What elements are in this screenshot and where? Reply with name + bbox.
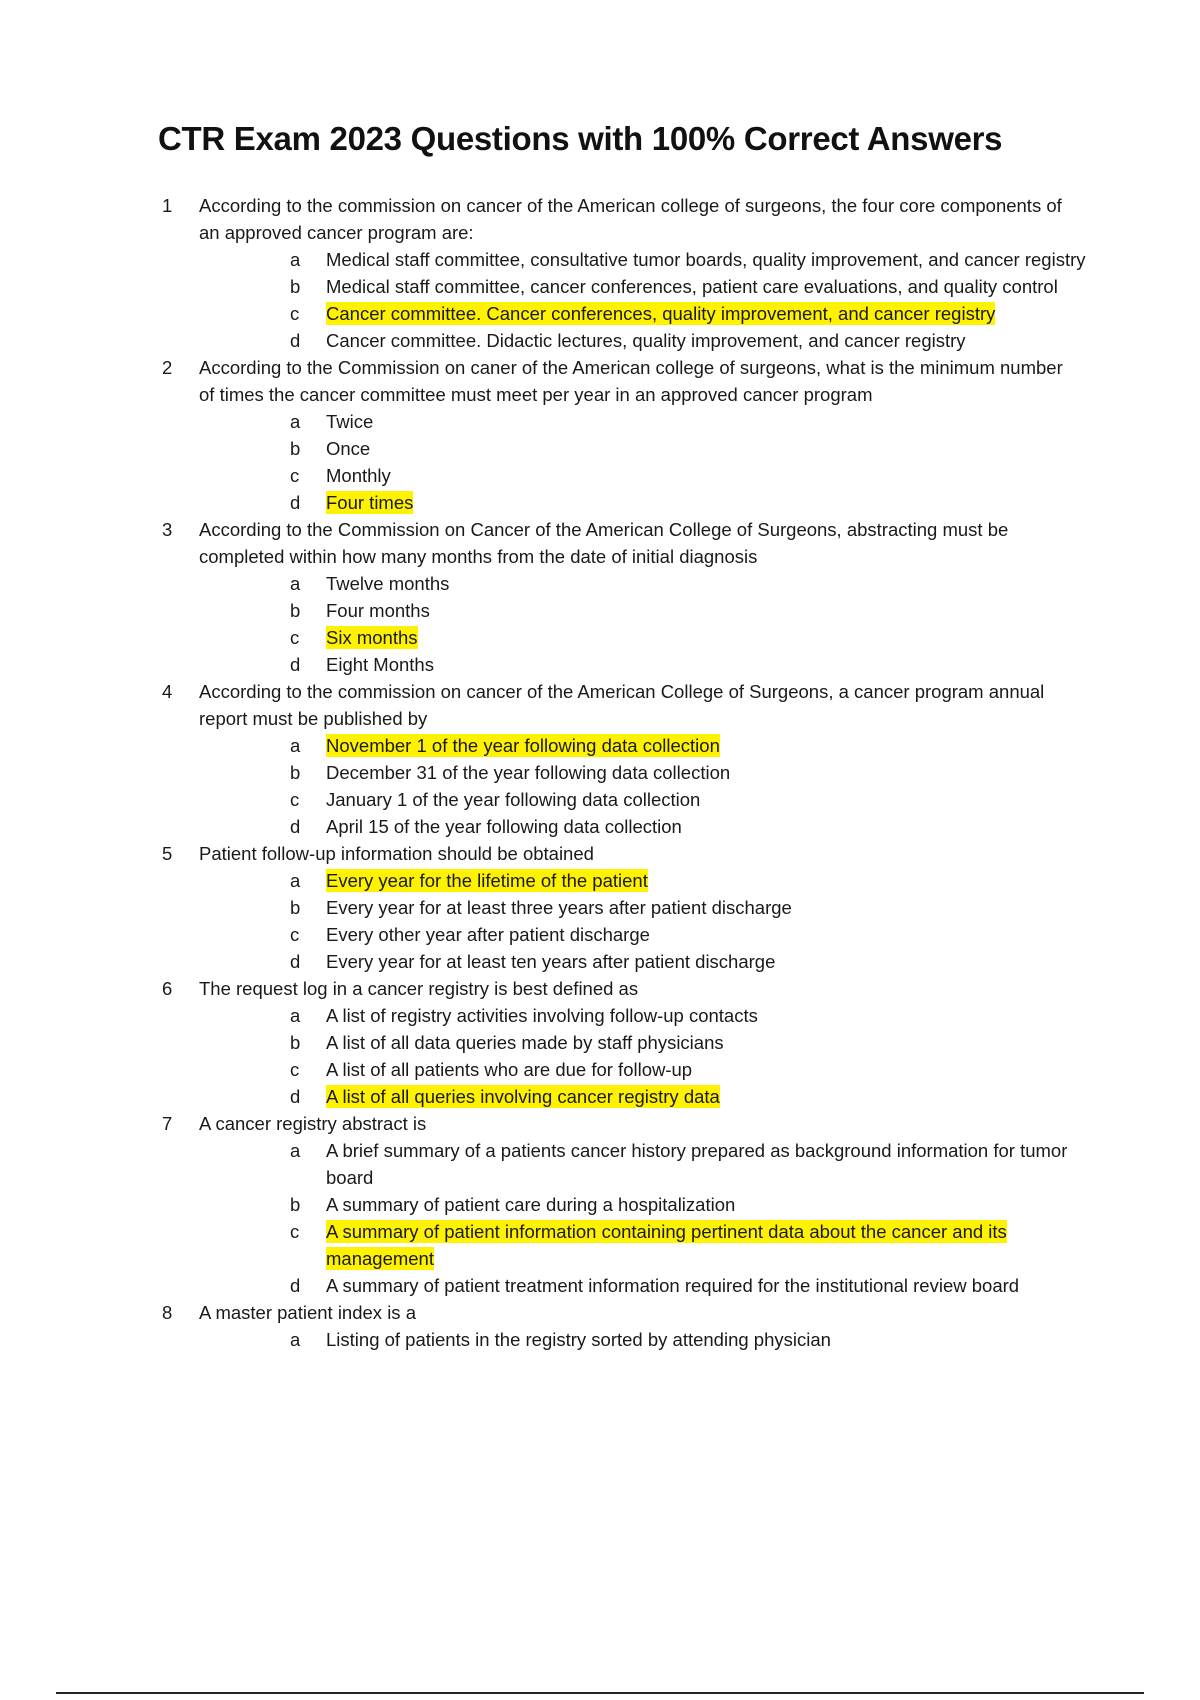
option-list: [0, 570, 1200, 678]
answer-option: [0, 624, 1200, 651]
answer-option: [0, 813, 1200, 840]
option-text-wrap: [326, 786, 1086, 813]
option-text-wrap: [326, 1083, 1086, 1110]
option-list: [0, 1002, 1200, 1110]
answer-option: [0, 921, 1200, 948]
option-letter: a: [290, 1005, 301, 1026]
answer-option: [0, 948, 1200, 975]
question-row: [0, 354, 1200, 408]
option-letter: b: [290, 762, 301, 783]
option-letter: a: [290, 573, 301, 594]
answer-option: [0, 1056, 1200, 1083]
option-letter: c: [290, 627, 300, 648]
option-text: Every year for at least three years after patient discharge: [326, 897, 792, 918]
answer-option: [0, 435, 1200, 462]
correct-answer-highlight: November 1 of the year following data collection: [326, 735, 720, 756]
answer-option: [0, 489, 1200, 516]
answer-option: [0, 732, 1200, 759]
option-text: A summary of patient treatment information required for the institutional review board: [326, 1275, 1020, 1296]
question-number: 4: [162, 681, 173, 702]
answer-option: [0, 462, 1200, 489]
answer-option: [0, 1326, 1200, 1353]
option-list: [0, 1137, 1200, 1299]
option-letter: c: [290, 465, 300, 486]
question-row: [0, 192, 1200, 246]
question-item: [0, 975, 1200, 1110]
question-text: A master patient index is a: [199, 1302, 416, 1323]
option-text-wrap: [326, 813, 1086, 840]
option-letter: a: [290, 1140, 301, 1161]
option-text-wrap: [326, 435, 1086, 462]
option-text-wrap: [326, 759, 1086, 786]
question-number: 7: [162, 1113, 173, 1134]
option-list: [0, 867, 1200, 975]
option-text: Cancer committee. Didactic lectures, quality improvement, and cancer registry: [326, 330, 966, 351]
answer-option: [0, 786, 1200, 813]
question-item: [0, 192, 1200, 354]
option-text-wrap: [326, 624, 1086, 651]
option-text-wrap: [326, 273, 1086, 300]
option-letter: a: [290, 249, 301, 270]
option-text-wrap: [326, 570, 1086, 597]
option-text: Listing of patients in the registry sorted by attending physician: [326, 1329, 831, 1350]
answer-option: [0, 327, 1200, 354]
option-text-wrap: [326, 921, 1086, 948]
option-text-wrap: [326, 1002, 1086, 1029]
answer-option: [0, 1272, 1200, 1299]
option-text-wrap: [326, 1191, 1086, 1218]
question-row: [0, 678, 1200, 732]
footer-rule: [56, 1692, 1144, 1694]
option-text-wrap: [326, 651, 1086, 678]
option-text: Four months: [326, 600, 430, 621]
answer-option: [0, 1002, 1200, 1029]
question-number: 8: [162, 1302, 173, 1323]
correct-answer-highlight: Cancer committee. Cancer conferences, quality improvement, and cancer registry: [326, 303, 996, 324]
option-text-wrap: [326, 1029, 1086, 1056]
question-text: A cancer registry abstract is: [199, 1113, 427, 1134]
option-letter: a: [290, 411, 301, 432]
option-text-wrap: [326, 489, 1086, 516]
answer-option: [0, 651, 1200, 678]
question-text: The request log in a cancer registry is best defined as: [199, 978, 639, 999]
option-text-wrap: [326, 1056, 1086, 1083]
option-letter: b: [290, 897, 301, 918]
option-text: A list of registry activities involving follow-up contacts: [326, 1005, 758, 1026]
question-item: [0, 1110, 1200, 1299]
correct-answer-highlight: Four times: [326, 492, 414, 513]
answer-option: [0, 1029, 1200, 1056]
option-text-wrap: [326, 597, 1086, 624]
option-text-wrap: [326, 408, 1086, 435]
question-row: [0, 975, 1200, 1002]
option-text-wrap: [326, 1326, 1086, 1353]
answer-option: [0, 597, 1200, 624]
question-item: [0, 840, 1200, 975]
question-row: [0, 840, 1200, 867]
option-letter: c: [290, 303, 300, 324]
answer-option: [0, 759, 1200, 786]
question-item: [0, 354, 1200, 516]
option-text-wrap: [326, 732, 1086, 759]
option-text-wrap: [326, 1137, 1086, 1191]
option-letter: b: [290, 438, 301, 459]
option-text: Every year for at least ten years after patient discharge: [326, 951, 776, 972]
page-title: CTR Exam 2023 Questions with 100% Correct Answers: [158, 120, 1003, 158]
question-item: [0, 678, 1200, 840]
option-text: Eight Months: [326, 654, 434, 675]
option-text-wrap: [326, 1218, 1086, 1272]
option-text: Twelve months: [326, 573, 450, 594]
option-letter: a: [290, 1329, 301, 1350]
option-list: [0, 408, 1200, 516]
option-letter: b: [290, 276, 301, 297]
option-text: Every other year after patient discharge: [326, 924, 650, 945]
option-text-wrap: [326, 300, 1086, 327]
option-text: January 1 of the year following data collection: [326, 789, 701, 810]
question-row: [0, 516, 1200, 570]
question-number: 3: [162, 519, 173, 540]
option-text: April 15 of the year following data collection: [326, 816, 682, 837]
question-text: According to the Commission on Cancer of the American College of Surgeons, abstracting must be completed within how many months from the date of initial diagnosis: [199, 519, 1009, 567]
option-text: A list of all patients who are due for follow-up: [326, 1059, 693, 1080]
answer-option: [0, 273, 1200, 300]
option-text: Once: [326, 438, 371, 459]
option-list: [0, 732, 1200, 840]
option-text: December 31 of the year following data collection: [326, 762, 731, 783]
option-list: [0, 1326, 1200, 1353]
option-text-wrap: [326, 894, 1086, 921]
question-number: 2: [162, 357, 173, 378]
option-text-wrap: [326, 1272, 1086, 1299]
option-letter: a: [290, 735, 301, 756]
option-text-wrap: [326, 462, 1086, 489]
answer-option: [0, 1218, 1200, 1272]
option-letter: b: [290, 1032, 301, 1053]
option-text-wrap: [326, 246, 1086, 273]
question-number: 1: [162, 195, 173, 216]
option-text: Twice: [326, 411, 374, 432]
option-text-wrap: [326, 327, 1086, 354]
option-letter: b: [290, 1194, 301, 1215]
option-text: A brief summary of a patients cancer history prepared as background information for tumor board: [326, 1140, 1068, 1188]
answer-option: [0, 246, 1200, 273]
option-letter: d: [290, 492, 301, 513]
question-item: [0, 516, 1200, 678]
option-text: A summary of patient care during a hospitalization: [326, 1194, 736, 1215]
question-text: Patient follow-up information should be obtained: [199, 843, 594, 864]
option-text: Monthly: [326, 465, 391, 486]
answer-option: [0, 300, 1200, 327]
option-letter: d: [290, 951, 301, 972]
question-number: 5: [162, 843, 173, 864]
option-letter: d: [290, 330, 301, 351]
option-letter: c: [290, 1221, 300, 1242]
option-text-wrap: [326, 948, 1086, 975]
question-text: According to the Commission on caner of the American college of surgeons, what is the minimum number of times the cancer committee must meet per year in an approved cancer program: [199, 357, 1063, 405]
option-letter: d: [290, 816, 301, 837]
option-text: A list of all data queries made by staff physicians: [326, 1032, 724, 1053]
answer-option: [0, 1083, 1200, 1110]
option-letter: c: [290, 1059, 300, 1080]
answer-option: [0, 894, 1200, 921]
option-letter: c: [290, 789, 300, 810]
option-text: Medical staff committee, cancer conferences, patient care evaluations, and quality control: [326, 276, 1058, 297]
question-item: [0, 1299, 1200, 1353]
correct-answer-highlight: Six months: [326, 627, 418, 648]
option-text: Medical staff committee, consultative tumor boards, quality improvement, and cancer registry: [326, 249, 1086, 270]
option-letter: d: [290, 654, 301, 675]
question-row: [0, 1299, 1200, 1326]
option-letter: b: [290, 600, 301, 621]
correct-answer-highlight: A summary of patient information containing pertinent data about the cancer and its management: [326, 1221, 1007, 1269]
correct-answer-highlight: A list of all queries involving cancer registry data: [326, 1086, 720, 1107]
answer-option: [0, 408, 1200, 435]
answer-option: [0, 570, 1200, 597]
option-letter: d: [290, 1086, 301, 1107]
option-letter: c: [290, 924, 300, 945]
option-list: [0, 246, 1200, 354]
question-row: [0, 1110, 1200, 1137]
question-text: According to the commission on cancer of the American College of Surgeons, a cancer program annual report must be published by: [199, 681, 1045, 729]
option-letter: d: [290, 1275, 301, 1296]
correct-answer-highlight: Every year for the lifetime of the patient: [326, 870, 648, 891]
option-text-wrap: [326, 867, 1086, 894]
question-number: 6: [162, 978, 173, 999]
answer-option: [0, 1191, 1200, 1218]
question-text: According to the commission on cancer of the American college of surgeons, the four core components of an approved cancer program are:: [199, 195, 1062, 243]
question-list: [0, 192, 1200, 1353]
option-letter: a: [290, 870, 301, 891]
answer-option: [0, 1137, 1200, 1191]
answer-option: [0, 867, 1200, 894]
